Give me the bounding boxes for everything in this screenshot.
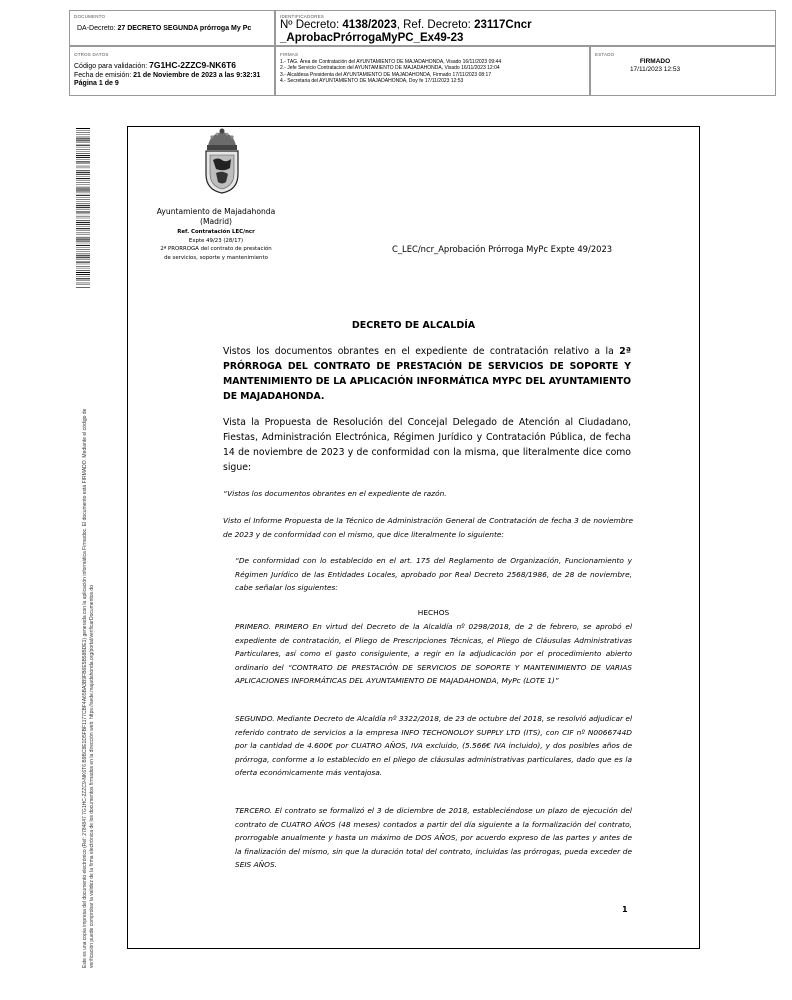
estado-value: FIRMADO 17/11/2023 12:53 xyxy=(629,58,681,73)
side-verification-text-1: Este es una copia impresa del documento electrónico (Ref: 2784847 7G1HC-2ZZC9-NK6T6 B9BC8E1D5FBF1177CBF4A65BA3B9FB6E5B58BDE1) generada con la aplicación informática Firmadoc. El documento está FIRMADO. Mediante el código de xyxy=(82,408,88,968)
hechos-heading: HECHOS xyxy=(417,608,450,617)
decreto-identifier: Nº Decreto: 4138/2023, Ref. Decreto: 23117Cncr _AprobacPrórrogaMyPC_Ex49-23 xyxy=(280,19,532,44)
file-reference: C_LEC/ncr_Aprobación Prórroga MyPc Expte 49/2023 xyxy=(392,244,613,254)
header-estado-box xyxy=(590,46,776,96)
documento-value: DA-Decreto: 27 DECRETO SEGUNDA prórroga My Pc xyxy=(77,25,252,32)
identificadores-label: IDENTIFICADORES xyxy=(280,14,325,19)
firmas-list xyxy=(280,59,501,84)
firma-item: 3.- Alcaldesa Presidenta del AYUNTAMIENTO DE MAJADAHONDA, Firmado 17/11/2023 08:17 xyxy=(280,71,492,78)
letterhead-block xyxy=(141,207,291,262)
otros-datos-value: Código para validación: 7G1HC-2ZZC9-NK6T6 Fecha de emisión: 21 de Noviembre de 2023 a las 9:32:31 Página 1 de 9 xyxy=(74,60,261,87)
firma-item: 4.- Secretaria del AYUNTAMIENTO DE MAJADAHONDA, Doy fe 17/11/2023 12:53 xyxy=(280,77,464,84)
letterhead-ref: Ref. Contratación LEC/ncr xyxy=(177,229,255,235)
validation-code: 7G1HC-2ZZC9-NK6T6 xyxy=(149,60,237,70)
header-firmas-box xyxy=(275,46,590,96)
barcode-image xyxy=(76,128,90,288)
quote-conformidad: “De conformidad con lo establecido en el art. 175 del Reglamento de Organización, Funcionamiento y Régimen Jurídico de las Entidades Locales, aprobado por Real Decreto 2568/1986, de 28 de noviembre, cabe señalar los siguientes: xyxy=(235,556,632,593)
hecho-tercero: TERCERO. El contrato se formalizó el 3 de diciembre de 2018, estableciéndose un plazo de ejecución del contrato de CUATRO AÑOS (48 meses) contados a partir del día siguiente a la formalización del contrato, prorrogable anualmente y hasta un máximo de DOS AÑOS, por acuerdo expreso de las partes y antes de la finalización del mismo, sin que la duración total del contrato, incluidas las prórrogas, pueda exceder de SEIS AÑOS. xyxy=(235,806,632,870)
hecho-primero: PRIMERO. PRIMERO En virtud del Decreto de la Alcaldía nº 0298/2018, de 2 de febrero, se aprobó el expediente de contratación, el Pliego de Prescripciones Técnicas, el Pliego de Cláusulas Administrativas Particulares, así como el gasto consiguiente, a regir en la adjudicación por el procedimiento abierto ordinario del “CONTRATO DE PRESTACIÓN DE SERVICIOS DE SOPORTE Y MANTENIMIENTO DE VARIAS APLICACIONES INFORMÁTICAS DEL AYUNTAMIENTO DE MAJADAHONDA, MyPc (LOTE 1)” xyxy=(235,622,632,686)
header-identificadores-box xyxy=(275,10,776,46)
letterhead-subject-2: de servicios, soporte y mantenimiento xyxy=(164,254,268,261)
page-number: 1 xyxy=(622,905,628,914)
quote-informe: Visto el Informe Propuesta de la Técnico de Administración General de Contratación de fecha 3 de noviembre de 2023 y de conformidad con el mismo, que dice literalmente lo siguiente: xyxy=(223,516,633,539)
firma-item: 2.- Jefe Servicio Contratacion del AYUNTAMIENTO DE MAJADAHONDA, Visado 16/11/2023 12:04 xyxy=(280,65,500,72)
header-documento-box xyxy=(69,10,275,46)
page-count: Página 1 de 9 xyxy=(74,80,119,87)
documento-label: DOCUMENTO xyxy=(74,14,106,19)
document-title: DECRETO DE ALCALDÍA xyxy=(351,320,476,331)
paragraph-propuesta: Vista la Propuesta de Resolución del Concejal Delegado de Atención al Ciudadano, Fiestas, Administración Electrónica, Régimen Jurídico y Contratación Pública, de fecha 14 de noviembre de 2023 y de conformidad con la misma, que literalmente dice como sigue: xyxy=(223,417,631,473)
firma-item: 1.- TAG. Área de Contratación del AYUNTAMIENTO DE MAJADAHONDA, Visado 16/11/2023 09:44 xyxy=(280,59,502,65)
header-otros-datos-box xyxy=(69,46,275,96)
ayuntamiento-name: Ayuntamiento de Majadahonda xyxy=(156,207,276,216)
otros-datos-label: OTROS DATOS xyxy=(74,52,109,57)
side-verification-text-2: verificación puede comprobar la validez de la firma electrónica de los documentos firmados en la dirección web: https://sede.majadahonda.org/portal/verificarDocumentos.do xyxy=(89,585,95,968)
quote-vistos: “Vistos los documentos obrantes en el expediente de razón. xyxy=(223,489,447,498)
firmas-label: FIRMAS xyxy=(280,52,299,57)
estado-label: ESTADO xyxy=(595,52,615,57)
hecho-segundo: SEGUNDO. Mediante Decreto de Alcaldía nº 3322/2018, de 23 de octubre del 2018, se resolvió adjudicar el referido contrato de servicios a la empresa INFO TECHONOLOY SUPPLY LTD (ITS), con CIF nº N0066744D por la cantidad de 4.600€ por CUATRO AÑOS, IVA excluido, (5.566€ IVA incluido), y dos posibles años de prórroga, conforme a lo establecido en el pliego de cláusulas administrativas particulares, dado que es la oferta económicamente más ventajosa. xyxy=(235,714,632,778)
letterhead-subject-1: 2ª PRORROGA del contrato de prestación xyxy=(160,246,272,252)
paragraph-vistos: Vistos los documentos obrantes en el expediente de contratación relativo a la 2ª PRÓRROGA DEL CONTRATO DE PRESTACIÓN DE SERVICIOS DE SOPORTE Y MANTENIMIENTO DE LA APLICACIÓN INFORMÁTICA MYPC DEL AYUNTAMIENTO DE MAJADAHONDA. xyxy=(223,346,631,402)
coat-of-arms-icon xyxy=(202,128,242,194)
ayuntamiento-region: (Madrid) xyxy=(199,217,232,226)
letterhead-expte: Expte 49/23 (28/17) xyxy=(188,237,244,244)
